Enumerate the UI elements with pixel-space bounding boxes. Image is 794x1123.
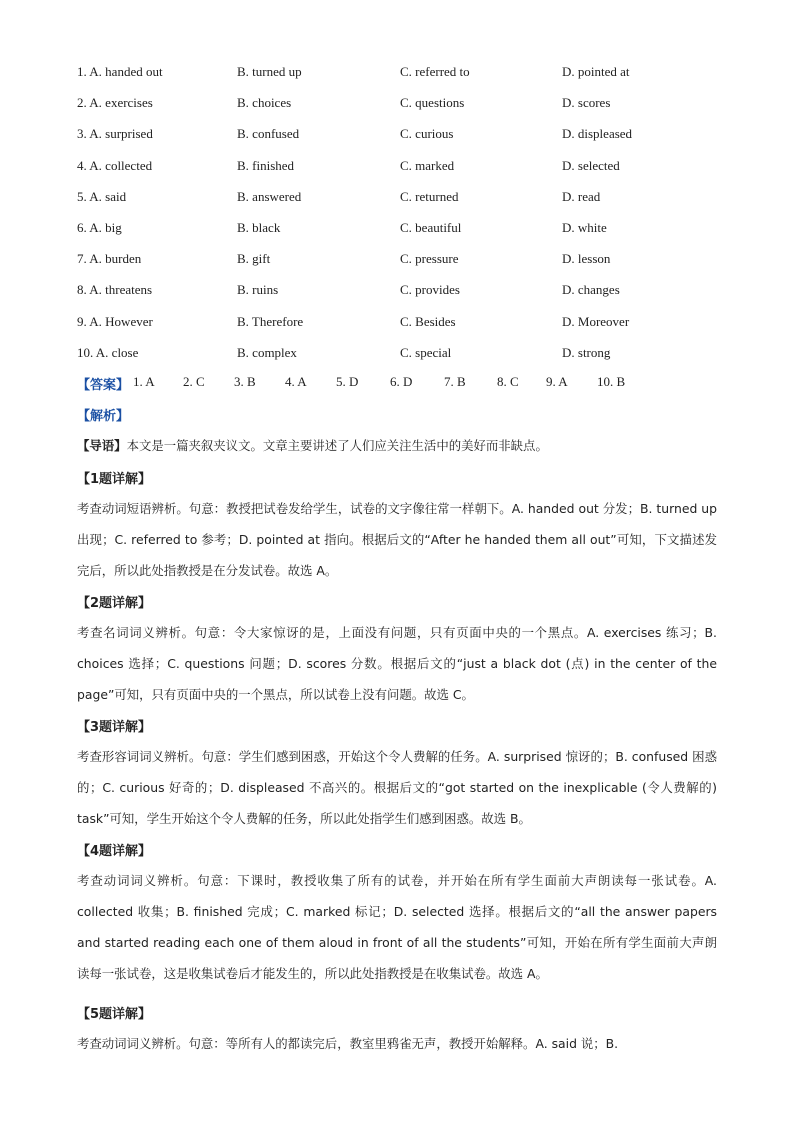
answer-item: 6. D [390,374,413,389]
answer-item: 5. D [336,374,359,389]
option-row [77,158,737,178]
option-item: D. scores [562,95,611,111]
option-item: D. lesson [562,251,611,267]
option-item: C. pressure [400,251,459,267]
intro-paragraph [77,430,717,461]
option-row [77,189,737,209]
option-item: D. strong [562,344,611,360]
answer-item: 10. B [597,374,626,389]
option-item: C. referred to [400,64,470,79]
answer-label: 【答案】 [77,378,130,393]
option-item: B. ruins [237,282,279,298]
intro-label: 【导语】 [77,438,127,453]
detail-paragraph: 考查动词短语辨析。句意：教授把试卷发给学生，试卷的文字像往常一样朝下。A. handed out 分发；B. turned up 出现；C. referred to 参考；D. pointed at 指向。根据后文的“After he handed them all out”可知，下文描述发完后，所以此处指教授是在分发试卷。故选 A。 [77,501,717,578]
option-item: D. selected [562,157,620,173]
answer-item: 8. C [497,374,519,389]
intro-text: 本文是一篇夹叙夹议文。文章主要讲述了人们应关注生活中的美好而非缺点。 [126,438,548,453]
answer-item: 7. B [444,374,466,389]
option-row [77,126,737,146]
option-item: C. returned [400,188,459,204]
option-item: 2. A. exercises [77,95,153,111]
option-item: C. questions [400,95,465,111]
answer-item: 3. B [234,374,256,389]
detail-label: 【3题详解】 [77,720,152,735]
answer-row [77,374,697,394]
option-item: 10. A. close [77,344,139,360]
option-item: D. white [562,220,607,235]
option-item: C. beautiful [400,220,462,235]
answer-item: 2. C [183,374,205,389]
option-row [77,64,737,84]
option-row [77,345,737,365]
option-row [77,95,737,115]
option-row [77,220,737,240]
option-item: B. confused [237,126,300,142]
answer-item: 1. A [133,374,155,389]
option-item: B. choices [237,95,292,111]
option-item: B. finished [237,157,295,173]
option-item: B. turned up [237,64,302,79]
option-item: D. changes [562,282,620,298]
option-row [77,251,737,271]
option-row [77,282,737,302]
option-item: 3. A. surprised [77,126,153,142]
detail-label: 【1题详解】 [77,472,152,487]
option-item: B. answered [237,188,302,204]
detail-label: 【4题详解】 [77,844,152,859]
option-row [77,314,737,334]
detail-label: 【2题详解】 [77,596,152,611]
detail-paragraph: 考查形容词词义辨析。句意：学生们感到困惑，开始这个令人费解的任务。A. surprised 惊讶的；B. confused 困惑的；C. curious 好奇的；D. displeased 不高兴的。根据后文的“got started on the inexplicable (令人费解的) task”可知，学生开始这个令人费解的任务，所以此处指学生们感到困惑。故选 B。 [77,749,717,826]
option-item: D. displeased [562,126,633,142]
option-item: D. Moreover [562,313,630,329]
option-item: 6. A. big [77,220,122,235]
option-item: D. pointed at [562,64,630,79]
option-item: 9. A. However [77,313,153,329]
detail-label: 【5题详解】 [77,1007,152,1022]
detail-paragraph: 考查名词词义辨析。句意：令大家惊讶的是，上面没有问题，只有页面中央的一个黑点。A. exercises 练习；B. choices 选择；C. questions 问题；D. scores 分数。根据后文的“just a black dot (点) in the center of the page”可知，只有页面中央的一个黑点，所以试卷上没有问题。故选 C。 [77,625,717,702]
option-item: C. curious [400,126,454,142]
detail-paragraph: 考查动词词义辨析。句意：等所有人的都读完后，教室里鸦雀无声，教授开始解释。A. said 说；B. [77,1036,619,1051]
option-item: C. Besides [400,313,456,329]
analysis-label: 【解析】 [77,409,130,424]
detail-paragraph: 考查动词词义辨析。句意：下课时，教授收集了所有的试卷，并开始在所有学生面前大声朗读每一张试卷。A. collected 收集；B. finished 完成；C. marked 标记；D. selected 选择。根据后文的“all the answer papers and started reading each one of them aloud in front of all the students”可知，开始在所有学生面前大声朗读每一张试卷，这是收集试卷后才能发生的，所以此处指教授是在收集试卷。故选 A。 [77,873,717,981]
answer-item: 4. A [285,374,307,389]
option-item: 7. A. burden [77,251,142,267]
answer-item: 9. A [546,374,568,389]
option-item: 1. A. handed out [77,64,163,79]
option-item: 4. A. collected [77,157,153,173]
option-item: C. provides [400,282,460,298]
option-item: B. Therefore [237,313,304,329]
option-item: C. marked [400,157,455,173]
option-item: 5. A. said [77,188,127,204]
option-item: D. read [562,188,601,204]
option-item: B. gift [237,251,271,267]
option-item: C. special [400,344,452,360]
option-item: 8. A. threatens [77,282,153,298]
option-item: B. complex [237,344,297,360]
option-item: B. black [237,220,281,235]
